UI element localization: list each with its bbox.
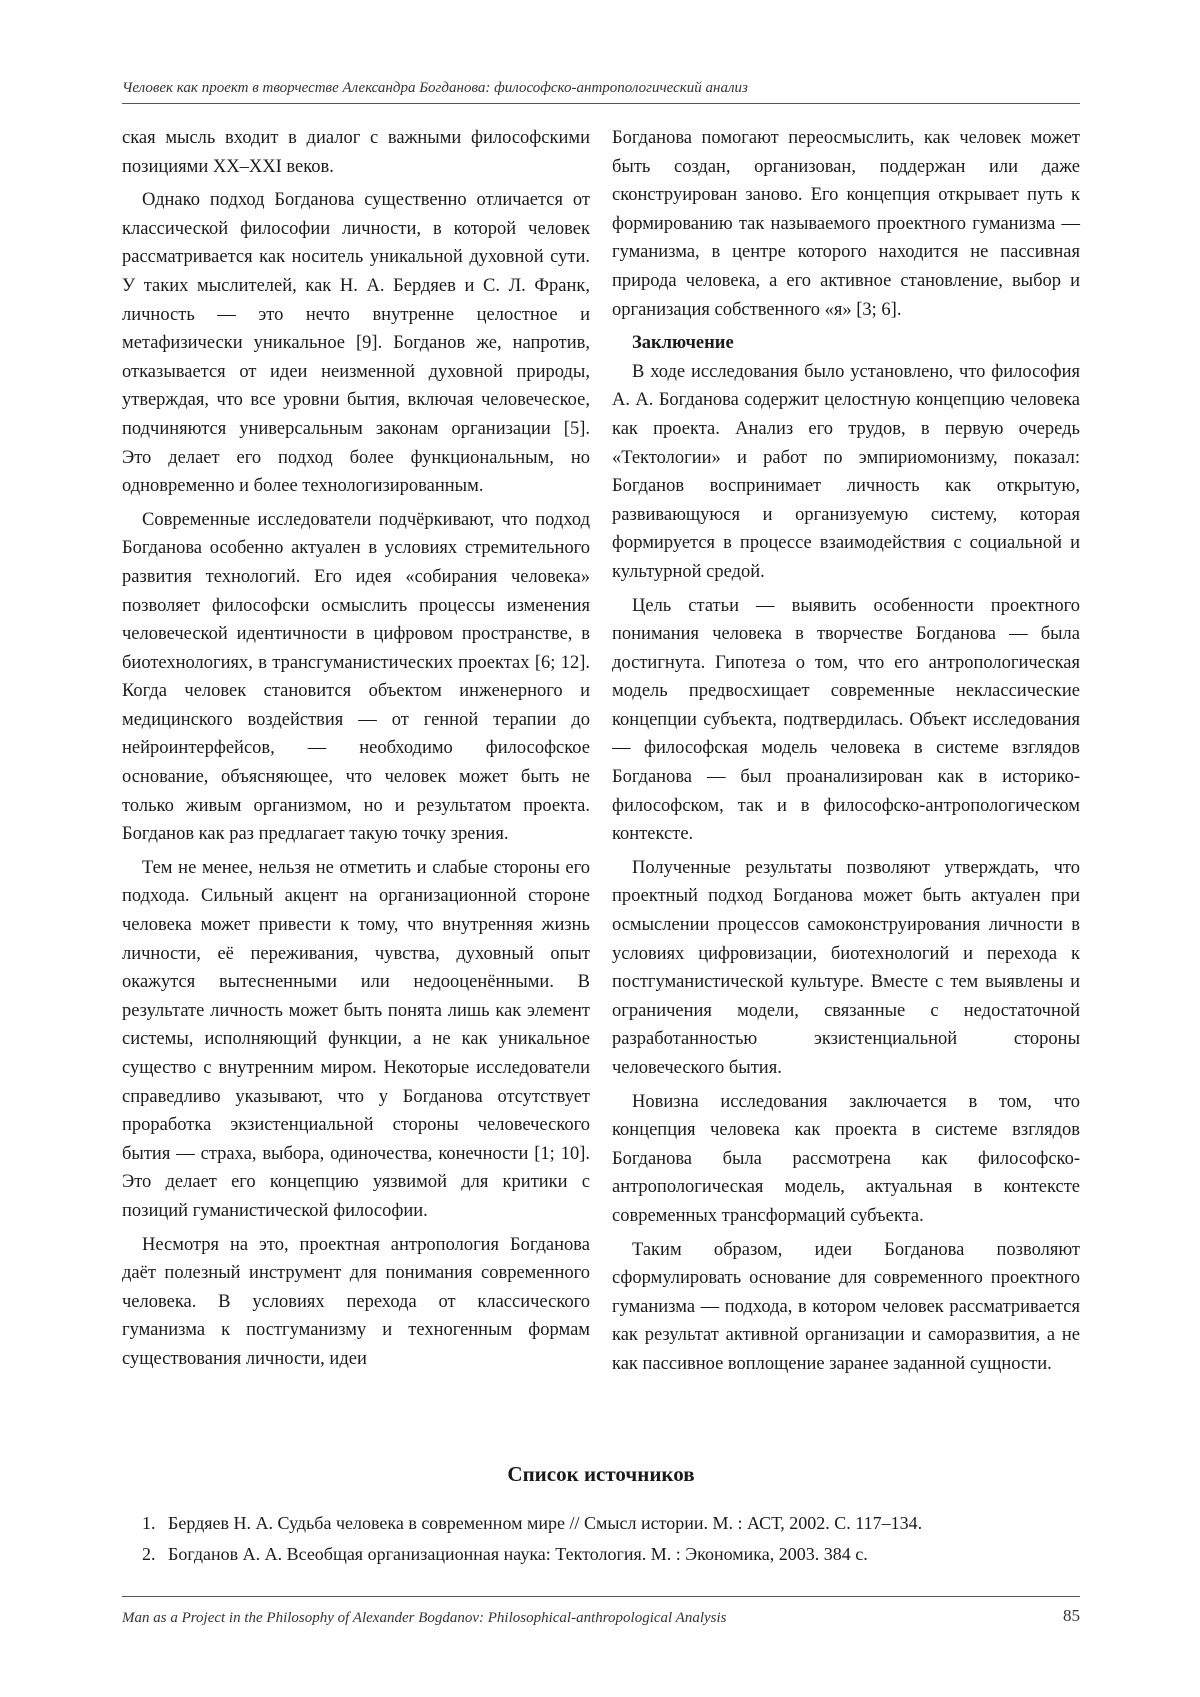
paragraph: В ходе исследования было установлено, что философия А. А. Богданова содержит целостную концепцию человека как проекта. Анализ его трудов, в первую очередь «Тектологии» и работ по эмпириомонизму, показал: Богданов воспринимает личность как открытую, развивающуюся и организуемую систему, которая формируется в процессе взаимодействия с социальной и культурной средой. <box>612 361 1080 582</box>
reference-item <box>142 1539 1080 1570</box>
paragraph: Полученные результаты позволяют утверждать, что проектный подход Богданова может быть актуален при осмыслении процессов самоконструирования личности в условиях цифровизации, биотехнологий и перехода к постгуманистической культуре. Вместе с тем выявлены и ограничения модели, связанные с недостаточной разработанностью экзистенциальной стороны человеческого бытия. <box>612 857 1080 1078</box>
references-list <box>142 1508 1080 1570</box>
footer-rule <box>122 1596 1080 1597</box>
paragraph: Тем не менее, нельзя не отметить и слабые стороны его подхода. Сильный акцент на организационной стороне человека может привести к тому, что внутренняя жизнь личности, её переживания, чувства, духовный опыт окажутся вытесненными или недооценёнными. В результате личность может быть понята лишь как элемент системы, исполняющий функции, а не как уникальное существо с внутренним миром. Некоторые исследователи справедливо указывают, что у Богданова отсутствует проработка экзистенциальной стороны человеческого бытия — страха, выбора, одиночества, конечности [1; 10]. Это делает его концепцию уязвимой для критики с позиций гуманистической философии. <box>122 857 590 1221</box>
paragraph: Таким образом, идеи Богданова позволяют сформулировать основание для современного проектного гуманизма — подхода, в котором человек рассматривается как результат активной организации и саморазвития, а не как пассивное воплощение заранее заданной сущности. <box>612 1239 1080 1374</box>
conclusion-heading: Заключение <box>632 333 734 354</box>
paragraph: ская мысль входит в диалог с важными философскими позициями XX–XXI веков. <box>122 128 590 177</box>
paragraph: Цель статьи — выявить особенности проектного понимания человека в творчестве Богданова — была достигнута. Гипотеза о том, что его антропологическая модель предвосхищает современные неклассические концепции субъекта, подтвердилась. Объект исследования — философская модель человека в системе взглядов Богданова — был проанализирован как в историко-философском, так и в философско-антропологическом контексте. <box>612 595 1080 845</box>
paragraph: Новизна исследования заключается в том, что концепция человека как проекта в системе взглядов Богданова была рассмотрена как философско-антропологическая модель, актуальная в контексте современных трансформаций субъекта. <box>612 1091 1080 1226</box>
paragraph: Несмотря на это, проектная антропология Богданова даёт полезный инструмент для понимания современного человека. В условиях перехода от классического гуманизма к постгуманизму и техногенным формам существования личности, идеи <box>122 1234 590 1369</box>
running-head: Человек как проект в творчестве Александра Богданова: философско-антропологический анализ <box>122 80 1080 104</box>
footer-title: Man as a Project in the Philosophy of Alexander Bogdanov: Philosophical-anthropological Analysis <box>122 1610 727 1626</box>
reference-item <box>142 1508 1080 1539</box>
reference-number: 1. <box>142 1513 156 1533</box>
article-body <box>122 124 1080 1446</box>
paragraph: Современные исследователи подчёркивают, что подход Богданова особенно актуален в условиях стремительного развития технологий. Его идея «собирания человека» позволяет философски осмыслить процессы изменения человеческой идентичности в цифровом пространстве, в биотехнологиях, в трансгуманистических проектах [6; 12]. Когда человек становится объектом инженерного и медицинского воздействия — от генной терапии до нейроинтерфейсов, — необходимо философское основание, объясняющее, что человек может быть не только живым организмом, но и результатом проекта. Богданов как раз предлагает такую точку зрения. <box>122 509 590 845</box>
left-column <box>122 124 590 1374</box>
references-title: Список источников <box>507 1462 695 1486</box>
paragraph: Богданова помогают переосмыслить, как человек может быть создан, организован, поддержан или даже сконструирован заново. Его концепция открывает путь к формированию так называемого проектного гуманизма — гуманизма, в центре которого находится не пассивная природа человека, а его активное становление, выбор и организация собственного «я» [3; 6]. <box>612 128 1080 320</box>
page-number: 85 <box>1063 1606 1080 1625</box>
reference-number: 2. <box>142 1544 156 1564</box>
reference-text: Бердяев Н. А. Судьба человека в современном мире // Смысл истории. М. : АСТ, 2002. С. 117–134. <box>168 1513 923 1533</box>
reference-text: Богданов А. А. Всеобщая организационная наука: Тектология. М. : Экономика, 2003. 384 с. <box>168 1544 868 1564</box>
right-column <box>612 124 1080 1379</box>
paragraph: Однако подход Богданова существенно отличается от классической философии личности, в которой человек рассматривается как носитель уникальной духовной сути. У таких мыслителей, как Н. А. Бердяев и С. Л. Франк, личность — это нечто внутренне целостное и метафизически уникальное [9]. Богданов же, напротив, отказывается от идеи неизменной духовной природы, утверждая, что все уровни бытия, включая человеческое, подчиняются универсальным законам организации [5]. Это делает его подход более функциональным, но одновременно и более технологизированным. <box>122 190 590 497</box>
